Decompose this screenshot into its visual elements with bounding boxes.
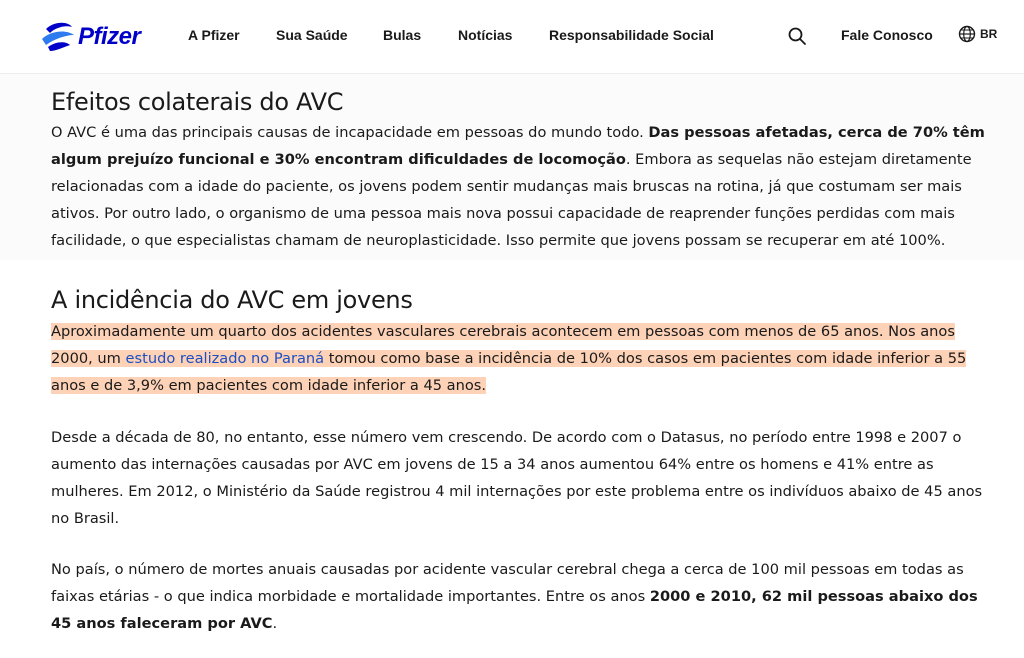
- language-selector[interactable]: [958, 25, 997, 43]
- nav-fale-conosco[interactable]: Fale Conosco: [841, 27, 933, 43]
- language-label: BR: [980, 27, 998, 41]
- highlighted-text: tomou como base a incidência de 10% dos casos em pacientes com idade inferior a 55 anos e de 3,9% em pacientes com idade inferior a 45 anos.: [51, 350, 967, 394]
- nav-sua-saude[interactable]: Sua Saúde: [276, 27, 348, 43]
- pfizer-logo[interactable]: [40, 12, 160, 62]
- highlighted-paragraph: [51, 318, 995, 399]
- paragraph-bold-text: 2000 e 2010, 62 mil pessoas abaixo dos 45 anos faleceram por AVC: [51, 588, 978, 632]
- paragraph-text: .: [272, 615, 278, 632]
- paragraph-text: O AVC é uma das principais causas de incapacidade em pessoas do mundo todo.: [51, 124, 649, 141]
- search-icon[interactable]: [787, 26, 807, 46]
- globe-icon: [958, 25, 976, 43]
- paragraph-datasus: Desde a década de 80, no entanto, esse número vem crescendo. De acordo com o Datasus, no período entre 1998 e 2007 o aumento das internações causadas por AVC em jovens de 15 a 34 anos aumentou 64% entre os homens e 41% entre as mulheres. Em 2012, o Ministério da Saúde registrou 4 mil internações por este problema entre os indivíduos abaixo de 45 anos no Brasil.: [51, 429, 983, 527]
- logo-text: Pfizer: [78, 23, 141, 50]
- nav-noticias[interactable]: Notícias: [458, 27, 513, 43]
- section-title-efeitos: Efeitos colaterais do AVC: [51, 88, 344, 116]
- highlighted-text: Aproximadamente um quarto dos acidentes vasculares cerebrais acontecem em pessoas com menos de 65 anos. Nos anos 2000, um: [51, 323, 955, 367]
- section-title-incidencia: A incidência do AVC em jovens: [51, 286, 413, 314]
- estudo-parana-link[interactable]: estudo realizado no Paraná: [125, 350, 325, 367]
- paragraph-mortes: [51, 556, 991, 637]
- nav-responsabilidade-social[interactable]: Responsabilidade Social: [549, 27, 714, 43]
- paragraph-efeitos: [51, 119, 991, 254]
- paragraph-text: No país, o número de mortes anuais causadas por acidente vascular cerebral chega a cerca de 100 mil pessoas em todas as faixas etárias - o que indica morbidade e mortalidade importantes. Entre os anos: [51, 561, 964, 605]
- nav-a-pfizer[interactable]: A Pfizer: [188, 27, 240, 43]
- paragraph-text: . Embora as sequelas não estejam diretamente relacionadas com a idade do paciente, os jovens podem sentir mudanças mais bruscas na rotina, já que costumam ser mais ativos. Por outro lado, o organismo de uma pessoa mais nova possui capacidade de reaprender funções perdidas com mais facilidade, o que especialistas chamam de neuroplasticidade. Isso permite que jovens possam se recuperar em até 100%.: [51, 151, 972, 249]
- pfizer-logo-icon: [40, 19, 76, 55]
- nav-bulas[interactable]: Bulas: [383, 27, 422, 43]
- site-header: [0, 0, 1024, 74]
- paragraph-bold-text: Das pessoas afetadas, cerca de 70% têm algum prejuízo funcional e 30% encontram dificuldades de locomoção: [51, 124, 985, 168]
